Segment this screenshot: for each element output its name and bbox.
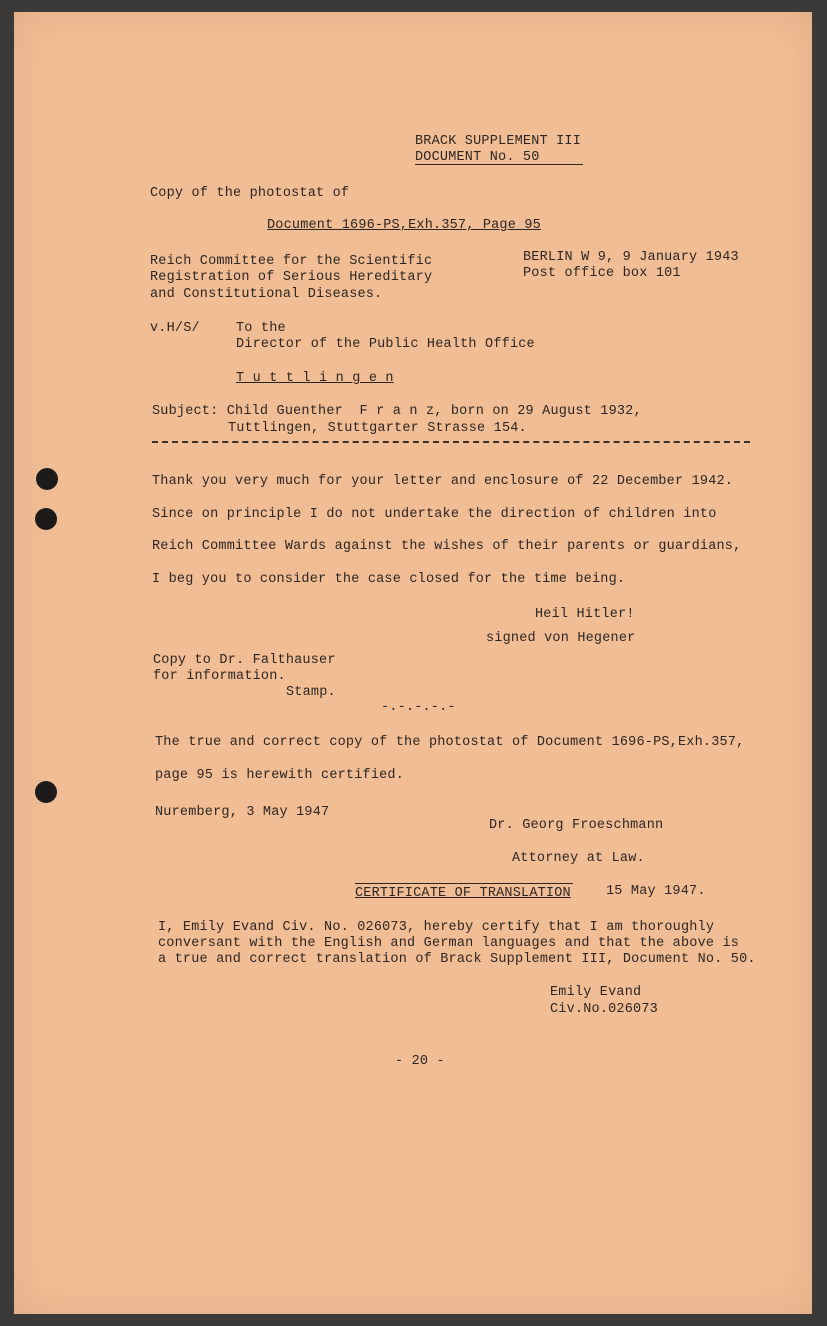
sender-line: and Constitutional Diseases.	[150, 287, 383, 302]
place-date: BERLIN W 9, 9 January 1943	[523, 250, 739, 265]
copy-to: for information.	[153, 669, 286, 684]
post-office-box: Post office box 101	[523, 266, 681, 281]
body-line: Thank you very much for your letter and enclosure of 22 December 1942.	[152, 474, 734, 489]
dashed-divider	[152, 441, 750, 443]
certification-line: The true and correct copy of the photostat of Document 1696-PS,Exh.357,	[155, 735, 745, 750]
copy-to: Copy to Dr. Falthauser	[153, 653, 336, 668]
intro-text: Copy of the photostat of	[150, 186, 350, 201]
document-reference: Document 1696-PS,Exh.357, Page 95	[267, 218, 541, 233]
certification-line: page 95 is herewith certified.	[155, 768, 405, 783]
translator-civ-no: Civ.No.026073	[550, 1002, 658, 1017]
stamp-note: Stamp.	[286, 685, 336, 700]
reference-code: v.H/S/	[150, 321, 200, 336]
signature-line: signed von Hegener	[486, 631, 636, 646]
certificate-date: 15 May 1947.	[606, 884, 706, 899]
body-line: I beg you to consider the case closed for the time being.	[152, 572, 626, 587]
recipient-line: To the	[236, 321, 286, 336]
sender-line: Registration of Serious Hereditary	[150, 270, 433, 285]
recipient-city: T u t t l i n g e n	[236, 371, 394, 386]
body-line: Since on principle I do not undertake the direction of children into	[152, 507, 717, 522]
body-line: Reich Committee Wards against the wishes of their parents or guardians,	[152, 539, 742, 554]
certification-place-date: Nuremberg, 3 May 1947	[155, 805, 330, 820]
certificate-rule	[355, 883, 573, 884]
subject-line: Tuttlingen, Stuttgarter Strasse 154.	[228, 421, 527, 436]
certificate-text: conversant with the English and German languages and that the above is	[158, 936, 740, 951]
document-page	[14, 12, 812, 1314]
closing: Heil Hitler!	[535, 607, 635, 622]
sender-line: Reich Committee for the Scientific	[150, 254, 433, 269]
punch-hole	[35, 508, 57, 530]
punch-hole	[36, 468, 58, 490]
header-supplement: BRACK SUPPLEMENT III	[415, 134, 582, 149]
attorney-title: Attorney at Law.	[512, 851, 645, 866]
recipient-line: Director of the Public Health Office	[236, 337, 535, 352]
attorney-name: Dr. Georg Froeschmann	[489, 818, 664, 833]
certificate-text: I, Emily Evand Civ. No. 026073, hereby certify that I am thoroughly	[158, 920, 715, 935]
page-number: - 20 -	[395, 1054, 445, 1069]
separator: -.-.-.-.-	[381, 700, 456, 715]
translator-name: Emily Evand	[550, 985, 642, 1000]
subject-line: Subject: Child Guenther F r a n z, born on 29 August 1932,	[152, 404, 642, 419]
header-rule	[415, 164, 583, 165]
certificate-text: a true and correct translation of Brack Supplement III, Document No. 50.	[158, 952, 756, 967]
header-document-no: DOCUMENT No. 50	[415, 150, 540, 165]
certificate-title: CERTIFICATE OF TRANSLATION	[355, 886, 571, 901]
punch-hole	[35, 781, 57, 803]
